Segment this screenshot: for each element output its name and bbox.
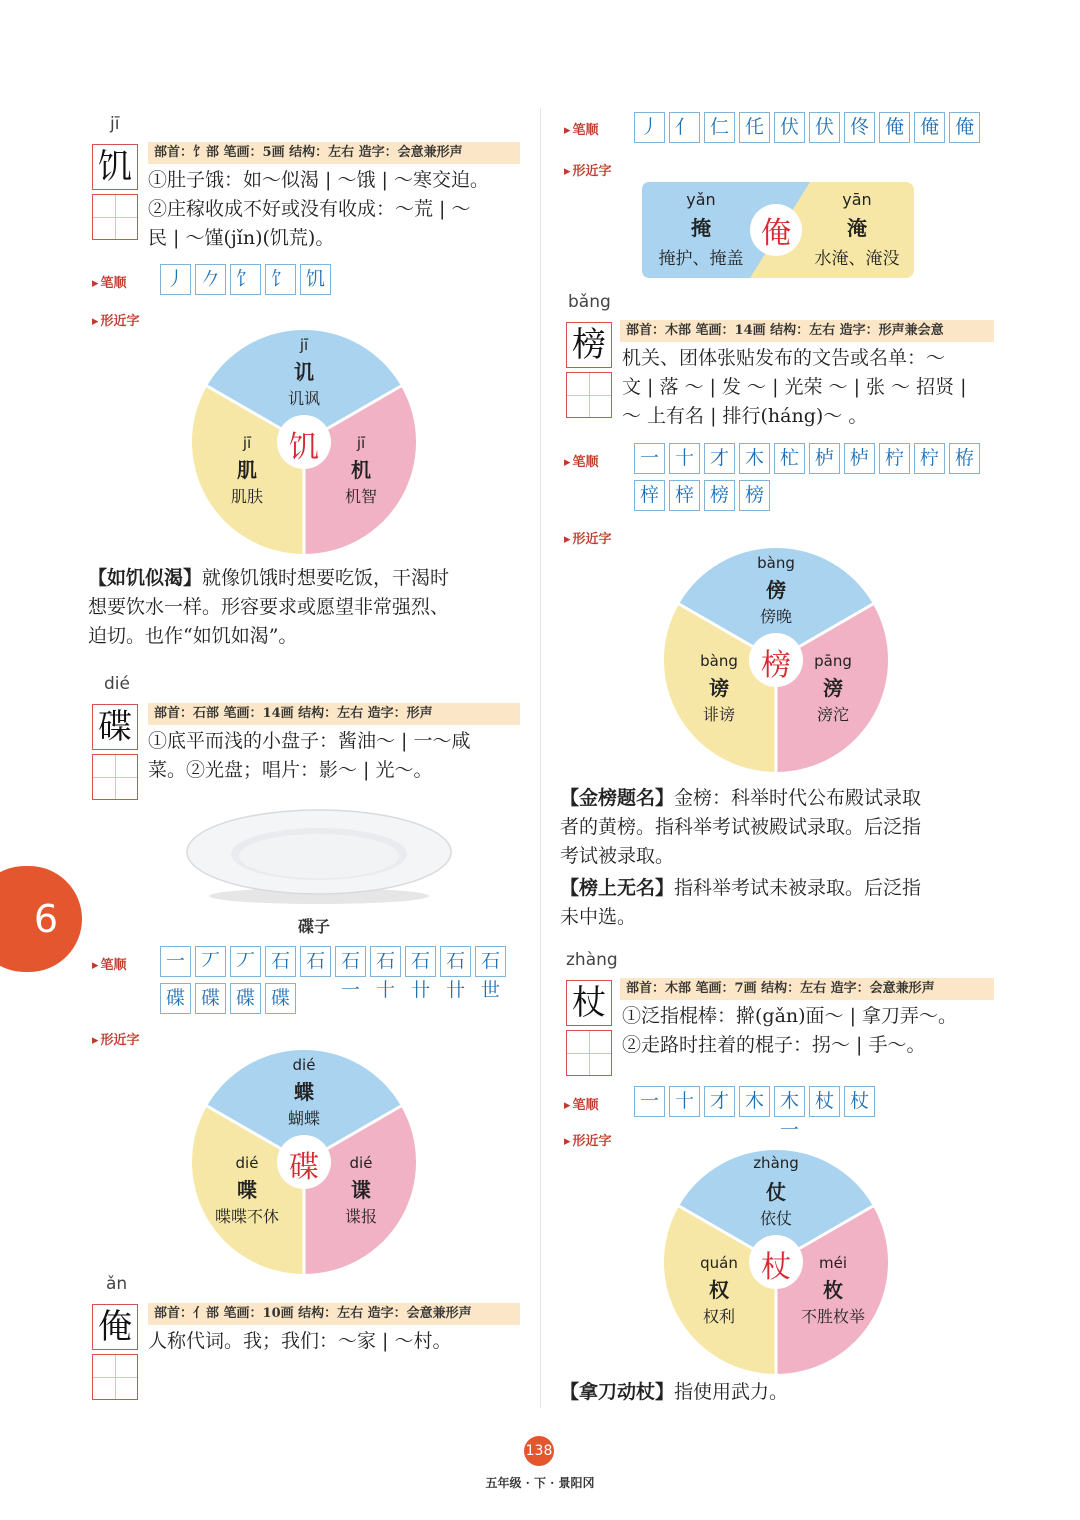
definition-line: ②走路时拄着的棍子：拐～ | 手～。 (622, 1034, 926, 1056)
wheel-word: 依仗 (759, 1209, 792, 1228)
stroke-step: 碟 (160, 983, 191, 1014)
wheel-pinyin: jī (242, 434, 252, 452)
stroke-step: 栫 (949, 443, 980, 474)
compare-center-char: 俺 (761, 216, 791, 251)
stroke-step: 栌 (844, 443, 875, 474)
stroke-step: 丆 (230, 946, 261, 977)
character-info: 部首：木部 笔画：7画 结构：左右 造字：会意兼形声 (620, 978, 994, 1000)
wheel-char: 蝶 (294, 1080, 314, 1104)
similar-chars-wheel (192, 1050, 416, 1274)
chapter-tab: 6 (0, 866, 82, 972)
idiom-title: 【金榜题名】 (560, 787, 675, 809)
wheel-word: 不胜枚举 (800, 1307, 865, 1326)
definition-line: 菜。②光盘；唱片：影～ | 光～。 (148, 759, 433, 781)
idiom-text: 就像饥饿时想要吃饭，干渴时 (202, 567, 450, 589)
wheel-pinyin: zhàng (753, 1154, 799, 1172)
similar-chars-compare (642, 182, 914, 278)
idiom-text: 迫切。也作“如饥如渴”。 (88, 625, 298, 647)
similar-chars-label: ▸ 形近字 (564, 528, 612, 547)
wheel-char: 谤 (709, 676, 729, 700)
stroke-order-row (634, 443, 994, 517)
idiom-block (560, 1378, 1000, 1407)
wheel-pinyin: méi (818, 1254, 847, 1272)
stroke-step: 饣 (230, 264, 261, 295)
wheel-char: 喋 (237, 1178, 257, 1202)
stroke-step: 一 (634, 1086, 665, 1117)
definition-line: 人称代词。我；我们：～家 | ～村。 (148, 1330, 452, 1352)
stroke-step: 梓 (634, 480, 665, 511)
wheel-center-char: 碟 (289, 1150, 319, 1185)
definition-line: ①肚子饿：如～似渴 | ～饿 | ～寒交迫。 (148, 169, 489, 191)
stroke-step: 十 (669, 443, 700, 474)
idiom-text: 指使用武力。 (674, 1381, 789, 1403)
stroke-step: 才 (704, 443, 735, 474)
stroke-step: 栌 (809, 443, 840, 474)
wheel-char: 枚 (823, 1278, 843, 1302)
pinyin: ǎn (106, 1274, 128, 1294)
stroke-step: 俺 (949, 112, 980, 143)
definition-line: 民 | ～馑(jǐn)(饥荒)。 (148, 227, 335, 249)
wheel-pinyin: quán (700, 1254, 738, 1272)
stroke-order-label: ▸ 笔顺 (564, 119, 599, 138)
stroke-step: 仁 (704, 112, 735, 143)
wheel-word: 傍晚 (759, 607, 792, 626)
wheel-word: 蝴蝶 (287, 1109, 320, 1128)
writing-box (566, 372, 612, 418)
stroke-step: 仛 (739, 112, 770, 143)
writing-box (92, 754, 138, 800)
stroke-step: 石 (300, 946, 331, 977)
wheel-center-char: 杖 (761, 1250, 791, 1285)
wheel-word: 喋喋不休 (214, 1207, 279, 1226)
idiom-text: 金榜：科举时代公布殿试录取 (674, 787, 922, 809)
similar-chars-label: ▸ 形近字 (92, 1029, 140, 1048)
column-divider (540, 108, 541, 1408)
idiom-title: 【榜上无名】 (560, 877, 675, 899)
idiom-text: 考试被录取。 (560, 845, 675, 867)
similar-chars-wheel (664, 1150, 888, 1374)
character-info: 部首：亻部 笔画：10画 结构：左右 造字：会意兼形声 (148, 1303, 520, 1325)
stroke-step: 饥 (300, 264, 331, 295)
wheel-word: 讥讽 (287, 389, 320, 408)
idiom-block (560, 784, 1000, 871)
page-footer: 五年级 · 下 · 景阳冈 (485, 1476, 595, 1490)
stroke-step: 梓 (669, 480, 700, 511)
idiom-text: 未中选。 (560, 906, 637, 928)
stroke-step: 木一 (774, 1086, 805, 1117)
stroke-step: 石一 (335, 946, 366, 977)
head-character: 饥 (92, 144, 138, 190)
similar-chars-label: ▸ 形近字 (564, 160, 612, 179)
pinyin: jī (110, 114, 120, 134)
wheel-pinyin: dié (292, 1056, 316, 1074)
definition-line: ～ 上有名 | 排行(háng)～ 。 (622, 405, 868, 427)
stroke-step: 石 (265, 946, 296, 977)
stroke-order-row (160, 264, 540, 301)
stroke-step: 才 (704, 1086, 735, 1117)
definition-line: ①泛指棍棒：擀(gǎn)面～ | 拿刀弄～。 (622, 1005, 958, 1027)
stroke-step: 伏 (774, 112, 805, 143)
idiom-text: 指科举考试未被录取。后泛指 (674, 877, 922, 899)
idiom-block (88, 564, 528, 651)
similar-chars-wheel (664, 548, 888, 772)
writing-box (92, 194, 138, 240)
stroke-step: 杖 (844, 1086, 875, 1117)
stroke-step: 饣 (265, 264, 296, 295)
compare-words: 掩护、掩盖 (658, 249, 744, 269)
stroke-step: 丿 (634, 112, 665, 143)
stroke-step: 碟 (195, 983, 226, 1014)
wheel-pinyin: bàng (757, 554, 795, 572)
stroke-step: 木 (739, 443, 770, 474)
idiom-block (560, 874, 1000, 932)
stroke-step: 𠂊 (195, 264, 226, 295)
wheel-char: 机 (351, 458, 371, 482)
pinyin: zhàng (566, 950, 618, 970)
wheel-pinyin: pāng (814, 652, 852, 670)
definition-line: ①底平而浅的小盘子：酱油～ | 一～咸 (148, 730, 471, 752)
head-character: 碟 (92, 704, 138, 750)
stroke-step: 杧 (774, 443, 805, 474)
compare-pinyin: yān (842, 190, 872, 209)
wheel-char: 肌 (237, 458, 257, 482)
stroke-step: 亻 (669, 112, 700, 143)
wheel-char: 傍 (766, 578, 786, 602)
wheel-word: 肌肤 (230, 487, 263, 506)
wheel-char: 讥 (294, 360, 314, 384)
stroke-step: 一 (634, 443, 665, 474)
wheel-word: 滂沱 (816, 705, 849, 724)
stroke-order-row (160, 946, 520, 1020)
stroke-step: 杖 (809, 1086, 840, 1117)
compare-char: 掩 (691, 216, 711, 240)
compare-pinyin: yǎn (686, 190, 716, 209)
image-caption: 碟子 (298, 917, 331, 936)
head-character: 俺 (92, 1304, 138, 1350)
stroke-step: 石卄 (440, 946, 471, 977)
stroke-step: 丆 (195, 946, 226, 977)
stroke-step: 榜 (739, 480, 770, 511)
wheel-char: 谍 (351, 1178, 371, 1202)
wheel-char: 权 (709, 1278, 729, 1302)
stroke-step: 碟 (265, 983, 296, 1014)
stroke-step: 榜 (704, 480, 735, 511)
wheel-center-char: 榜 (761, 648, 791, 683)
wheel-pinyin: bàng (700, 652, 738, 670)
writing-box (92, 1354, 138, 1400)
wheel-pinyin: dié (235, 1154, 259, 1172)
stroke-order-label: ▸ 笔顺 (92, 272, 127, 291)
similar-chars-label: ▸ 形近字 (92, 310, 140, 329)
wheel-char: 仗 (766, 1180, 786, 1204)
stroke-step: 木 (739, 1086, 770, 1117)
writing-box (566, 1030, 612, 1076)
stroke-order-label: ▸ 笔顺 (564, 451, 599, 470)
head-character: 杖 (566, 980, 612, 1026)
wheel-word: 谍报 (344, 1207, 377, 1226)
stroke-step: 石卄 (405, 946, 436, 977)
stroke-order-row (634, 112, 994, 149)
wheel-char: 滂 (823, 676, 843, 700)
wheel-word: 机智 (344, 487, 377, 506)
wheel-center-char: 饥 (289, 430, 319, 465)
stroke-order-label: ▸ 笔顺 (92, 954, 127, 973)
stroke-step: 碟 (230, 983, 261, 1014)
stroke-order-label: ▸ 笔顺 (564, 1094, 599, 1113)
similar-chars-wheel (192, 330, 416, 554)
plate-image (186, 806, 452, 910)
wheel-pinyin: jī (299, 336, 309, 354)
idiom-title: 【如饥似渴】 (88, 567, 203, 589)
compare-char: 淹 (847, 216, 867, 240)
pinyin: bǎng (568, 292, 611, 312)
stroke-step: 柠 (914, 443, 945, 474)
stroke-step: 佟 (844, 112, 875, 143)
definition-line: 文 | 落 ～ | 发 ～ | 光荣 ～ | 张 ～ 招贤 | (622, 376, 967, 398)
idiom-text: 想要饮水一样。形容要求或愿望非常强烈、 (88, 596, 450, 618)
idiom-text: 者的黄榜。指科举考试被殿试录取。后泛指 (560, 816, 922, 838)
pinyin: dié (104, 674, 130, 694)
compare-words: 水淹、淹没 (814, 249, 900, 269)
head-character: 榜 (566, 322, 612, 368)
character-info: 部首：饣部 笔画：5画 结构：左右 造字：会意兼形声 (148, 142, 520, 164)
wheel-pinyin: jī (356, 434, 366, 452)
wheel-word: 诽谤 (702, 705, 735, 724)
definition-line: ②庄稼收成不好或没有收成：～荒 | ～ (148, 198, 471, 220)
idiom-title: 【拿刀动杖】 (560, 1381, 675, 1403)
wheel-word: 权利 (702, 1307, 735, 1326)
stroke-step: 柠 (879, 443, 910, 474)
stroke-step: 一 (160, 946, 191, 977)
wheel-pinyin: dié (349, 1154, 373, 1172)
stroke-step: 丿 (160, 264, 191, 295)
stroke-step: 石世 (475, 946, 506, 977)
page-number: 138 (524, 1436, 554, 1466)
stroke-step: 伏 (809, 112, 840, 143)
character-info: 部首：石部 笔画：14画 结构：左右 造字：形声 (148, 703, 520, 725)
stroke-order-row (634, 1086, 994, 1141)
stroke-step: 十 (669, 1086, 700, 1117)
definition-line: 机关、团体张贴发布的文告或名单：～ (622, 347, 946, 369)
similar-chars-label: ▸ 形近字 (564, 1130, 612, 1149)
stroke-step: 俺 (914, 112, 945, 143)
stroke-step: 俺 (879, 112, 910, 143)
character-info: 部首：木部 笔画：14画 结构：左右 造字：形声兼会意 (620, 320, 994, 342)
stroke-step: 石十 (370, 946, 401, 977)
